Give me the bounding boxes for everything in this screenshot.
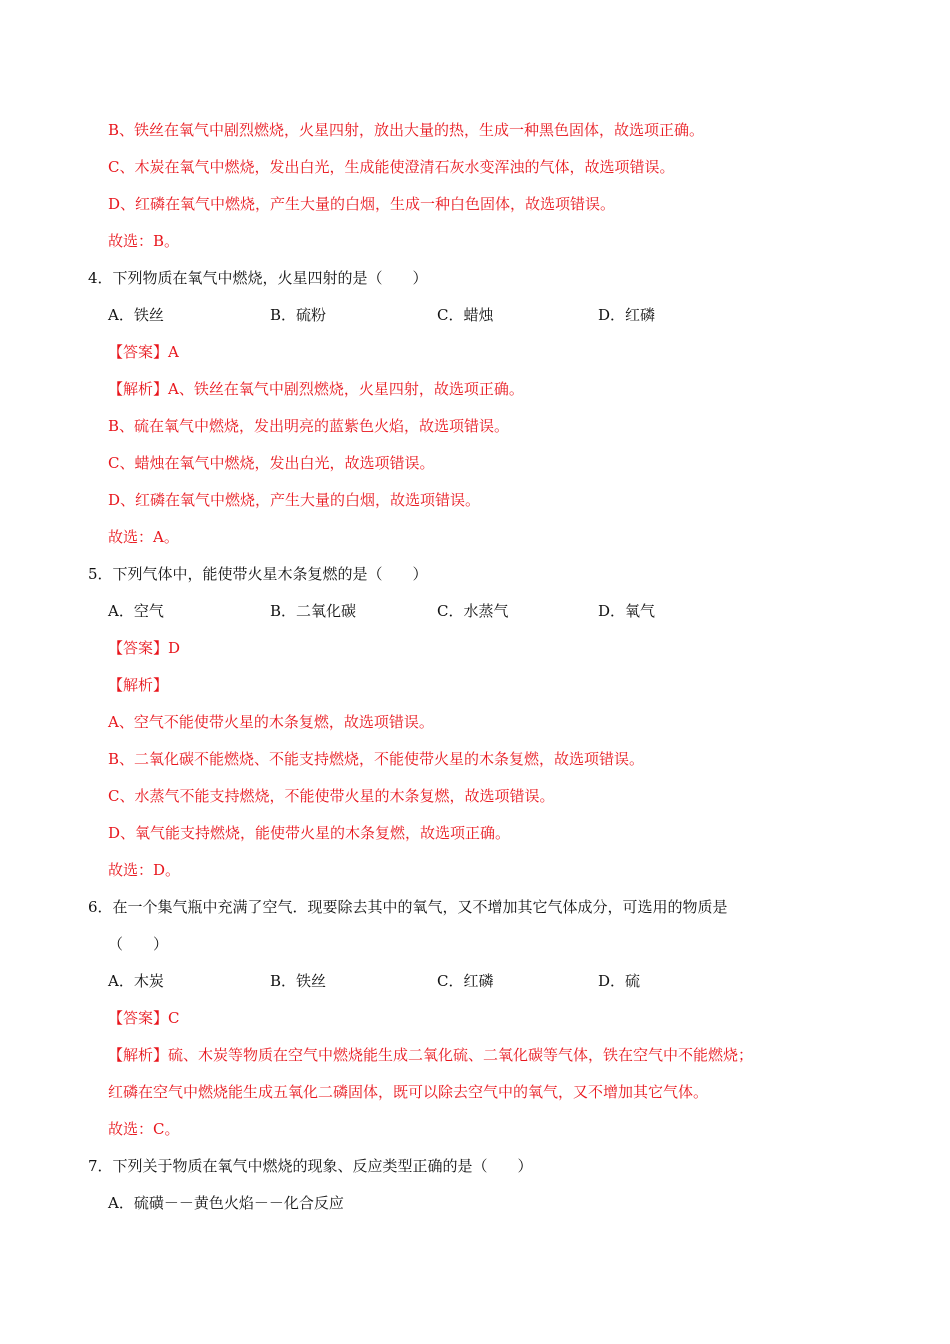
q3-option-b-analysis: B、铁丝在氧气中剧烈燃烧，火星四射，放出大量的热，生成一种黑色固体，故选项正确。	[108, 121, 705, 139]
q5-option-b: B．二氧化碳	[270, 602, 357, 620]
q4-analysis-a: 【解析】A、铁丝在氧气中剧烈燃烧，火星四射，故选项正确。	[108, 380, 524, 398]
q4-analysis-b: B、硫在氧气中燃烧，发出明亮的蓝紫色火焰，故选项错误。	[108, 417, 510, 435]
q7-option-a: A．硫磺－－黄色火焰－－化合反应	[108, 1194, 344, 1212]
q4-option-d: D．红磷	[598, 306, 656, 324]
q5-analysis-c: C、水蒸气不能支持燃烧，不能使带火星的木条复燃，故选项错误。	[108, 787, 555, 805]
q5-answer: 【答案】D	[108, 639, 181, 657]
q3-option-c-analysis: C、木炭在氧气中燃烧，发出白光，生成能使澄清石灰水变浑浊的气体，故选项错误。	[108, 158, 675, 176]
q3-final-choice: 故选：B。	[108, 232, 180, 250]
q4-analysis-c: C、蜡烛在氧气中燃烧，发出白光，故选项错误。	[108, 454, 435, 472]
q5-option-a: A．空气	[108, 602, 164, 620]
q7-stem: 7．下列关于物质在氧气中燃烧的现象、反应类型正确的是（ ）	[88, 1157, 533, 1175]
q5-option-c: C．水蒸气	[437, 602, 509, 620]
q5-analysis-heading: 【解析】	[108, 676, 169, 694]
q5-stem: 5．下列气体中，能使带火星木条复燃的是（ ）	[88, 565, 428, 583]
q6-final-choice: 故选：C。	[108, 1120, 180, 1138]
q4-final-choice: 故选：A。	[108, 528, 179, 546]
q5-analysis-d: D、氧气能支持燃烧，能使带火星的木条复燃，故选项正确。	[108, 824, 511, 842]
q4-option-b: B．硫粉	[270, 306, 327, 324]
q6-stem-continuation: （ ）	[108, 935, 169, 953]
q4-answer: 【答案】A	[108, 343, 179, 361]
q4-option-c: C．蜡烛	[437, 306, 494, 324]
q6-analysis-line-1: 【解析】硫、木炭等物质在空气中燃烧能生成二氧化硫、二氧化碳等气体，铁在空气中不能燃烧；	[108, 1046, 754, 1064]
q4-analysis-d: D、红磷在氧气中燃烧，产生大量的白烟，故选项错误。	[108, 491, 481, 509]
q4-stem: 4．下列物质在氧气中燃烧，火星四射的是（ ）	[88, 269, 428, 287]
q5-final-choice: 故选：D。	[108, 861, 181, 879]
q6-answer: 【答案】C	[108, 1009, 180, 1027]
q3-option-d-analysis: D、红磷在氧气中燃烧，产生大量的白烟，生成一种白色固体，故选项错误。	[108, 195, 616, 213]
q6-option-d: D．硫	[598, 972, 641, 990]
q6-stem: 6．在一个集气瓶中充满了空气．现要除去其中的氧气，又不增加其它气体成分，可选用的物质是	[88, 898, 728, 916]
q6-option-c: C．红磷	[437, 972, 494, 990]
q5-analysis-b: B、二氧化碳不能燃烧、不能支持燃烧，不能使带火星的木条复燃，故选项错误。	[108, 750, 645, 768]
q5-analysis-a: A、空气不能使带火星的木条复燃，故选项错误。	[108, 713, 434, 731]
q4-option-a: A．铁丝	[108, 306, 164, 324]
q5-option-d: D．氧气	[598, 602, 656, 620]
q6-analysis-line-2: 红磷在空气中燃烧能生成五氧化二磷固体，既可以除去空气中的氧气，又不增加其它气体。	[108, 1083, 709, 1101]
q6-option-a: A．木炭	[108, 972, 164, 990]
q6-option-b: B．铁丝	[270, 972, 327, 990]
